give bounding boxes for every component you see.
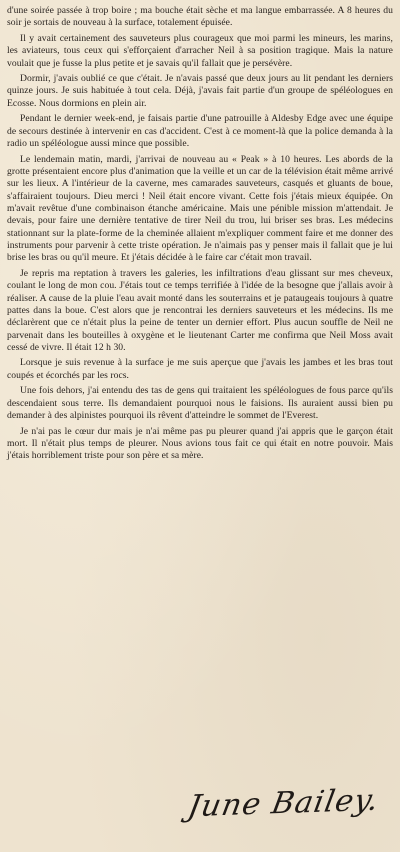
paragraph-2: Il y avait certainement des sauveteurs plus courageux que moi parmi les mineurs, les marins, les aviateurs, tous ceux qui s'efforçaient d'arracher Neil à sa position tragique. Mais la nature voulait que je fusse la plus petite et je savais qu'il fallait que je persévère. bbox=[7, 32, 393, 69]
paragraph-6: Je repris ma reptation à travers les galeries, les infiltrations d'eau glissant sur mes cheveux, coulant le long de mon cou. J'étais tout ce temps terrifiée à l'idée de la besogne que j'allais avoir à réaliser. A cause de la pluie l'eau avait monté dans les souterrains et je pataugeais toujours à quatre pattes dans la boue. C'est alors que je rencontrai les derniers sauveteurs et les médecins. Ils me déclarèrent que ce n'était plus la peine de tenter un dernier effort. Plus aucun souffle de Neil ne parvenait dans les bouteilles à oxygène et le lieutenant Carter me confirma que Neil Moss avait cessé de vivre. Il était 12 h 30. bbox=[7, 267, 393, 353]
paragraph-1: d'une soirée passée à trop boire ; ma bouche était sèche et ma langue embarrassée. A 8 heures du soir je sortais de nouveau à la surface, totalement épuisée. bbox=[7, 5, 393, 29]
article-body bbox=[7, 5, 393, 463]
signature-text: June Bailey. bbox=[184, 782, 382, 825]
paragraph-7: Lorsque je suis revenue à la surface je me suis aperçue que j'avais les jambes et les bras tout coupés et écorchés par les rocs. bbox=[7, 357, 393, 381]
signature bbox=[0, 782, 400, 852]
paragraph-9: Je n'ai pas le cœur dur mais je n'ai même pas pu pleurer quand j'ai appris que le garçon était mort. Il n'était plus temps de pleurer. Nous avions tous fait ce qui était en notre pouvoir. Mais j'étais horriblement triste pour son père et sa mère. bbox=[7, 425, 393, 462]
paragraph-5: Le lendemain matin, mardi, j'arrivai de nouveau au « Peak » à 10 heures. Les abords de la grotte présentaient encore plus d'animation que la veille et un car de la télévision était même arrivé sur les lieux. A l'intérieur de la caverne, mes camarades sauveteurs, casqués et gluants de boue, s'affairaient toujours. Dieu merci ! Neil était encore vivant. Cette fois j'étais mieux équipée. On m'avait revêtue d'une combinaison étanche américaine. Mais une pénible mission m'attendait. Je devais, pour faire une dernière tentative de tirer Neil du trou, lui briser ses bras. Les médecins stationnant sur la plate-forme de la cheminée allaient m'expliquer comment faire et me donner des instruments pour parvenir à cette triste opération. Je n'aimais pas y penser mais il fallait que je lui brise les bras ou qu'il meure. Et j'étais décidée à le faire car c'était mon travail. bbox=[7, 153, 393, 264]
paragraph-8: Une fois dehors, j'ai entendu des tas de gens qui traitaient les spéléologues de fous parce qu'ils descendaient sous terre. Ils demandaient pourquoi nous le faisions. Ils auraient aussi bien pu demander à des alpinistes pourquoi ils rêvent d'atteindre le sommet de l'Everest. bbox=[7, 385, 393, 421]
paragraph-4: Pendant le dernier week-end, je faisais partie d'une patrouille à Aldesby Edge avec une équipe de secours destinée à intervenir en cas d'accident. C'est à ce moment-là que la police demanda à la radio un spéléologue aussi mince que possible. bbox=[7, 113, 393, 149]
paragraph-3: Dormir, j'avais oublié ce que c'était. Je n'avais passé que deux jours au lit pendant les derniers quinze jours. Je suis habituée à tout cela. Déjà, j'avais fait partie d'un groupe de spéléologues en Ecosse. Nous dormions en plein air. bbox=[7, 73, 393, 109]
